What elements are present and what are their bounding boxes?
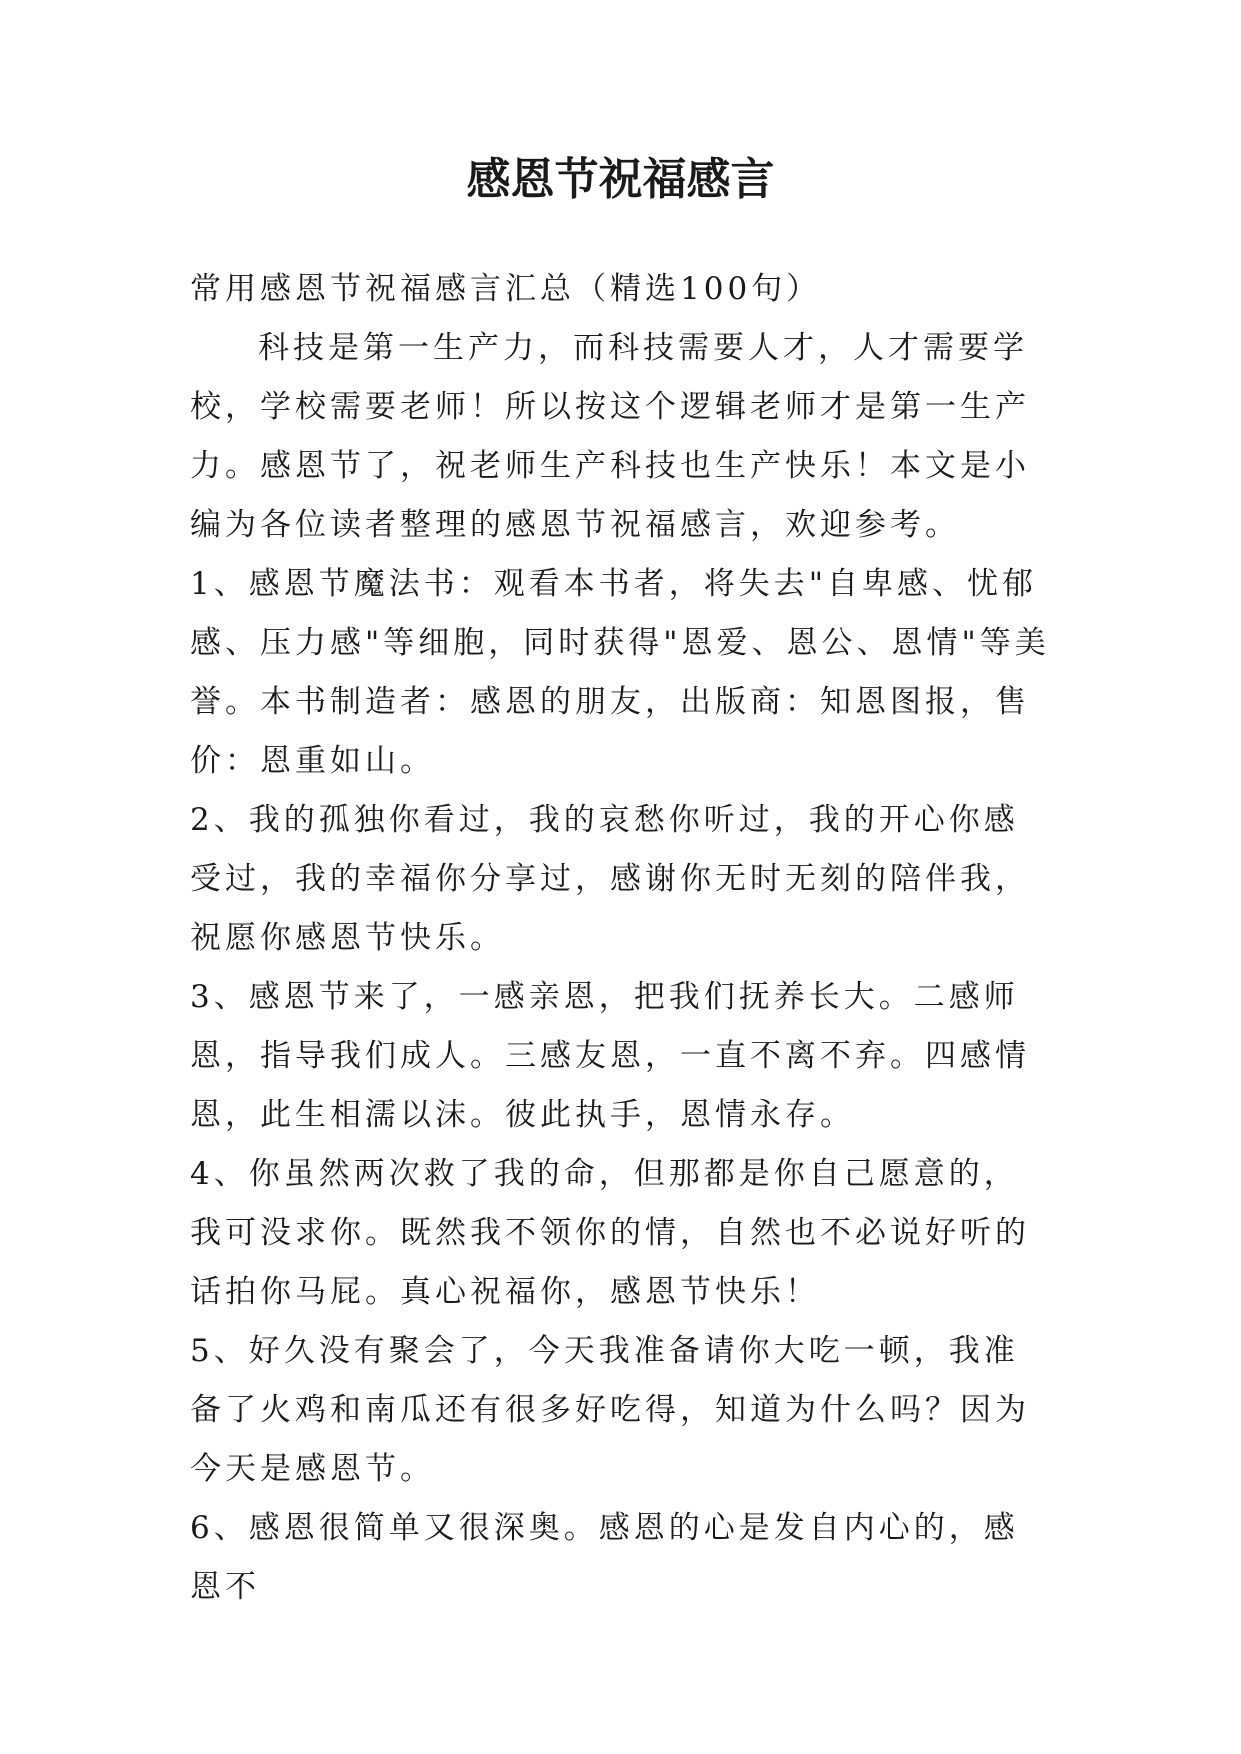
list-item-4: 4、你虽然两次救了我的命，但那都是你自己愿意的，我可没求你。既然我不领你的情，自然也不必说好听的话拍你马屁。真心祝福你，感恩节快乐！: [190, 1156, 1030, 1310]
document-body: [190, 260, 1050, 1617]
intro-paragraph: 科技是第一生产力，而科技需要人才，人才需要学校，学校需要老师！所以按这个逻辑老师才是第一生产力。感恩节了，祝老师生产科技也生产快乐！本文是小编为各位读者整理的感恩节祝福感言，欢迎参考。: [190, 330, 1030, 543]
page-title: 感恩节祝福感言: [466, 154, 775, 205]
document-subtitle: 常用感恩节祝福感言汇总（精选100句）: [190, 271, 822, 307]
list-item-1: 1、感恩节魔法书：观看本书者，将失去"自卑感、忧郁感、压力感"等细胞，同时获得"恩爱、恩公、恩情"等美誉。本书制造者：感恩的朋友，出版商：知恩图报，售价：恩重如山。: [190, 566, 1050, 779]
list-item-5: 5、好久没有聚会了，今天我准备请你大吃一顿，我准备了火鸡和南瓜还有很多好吃得，知道为什么吗？因为今天是感恩节。: [190, 1333, 1030, 1487]
list-item-3: 3、感恩节来了，一感亲恩，把我们抚养长大。二感师恩，指导我们成人。三感友恩，一直不离不弃。四感情恩，此生相濡以沫。彼此执手，恩情永存。: [190, 979, 1030, 1133]
list-item-2: 2、我的孤独你看过，我的哀愁你听过，我的开心你感受过，我的幸福你分享过，感谢你无时无刻的陪伴我，祝愿你感恩节快乐。: [190, 802, 1030, 956]
list-item-6: 6、感恩很简单又很深奥。感恩的心是发自内心的，感恩不: [190, 1510, 1019, 1605]
